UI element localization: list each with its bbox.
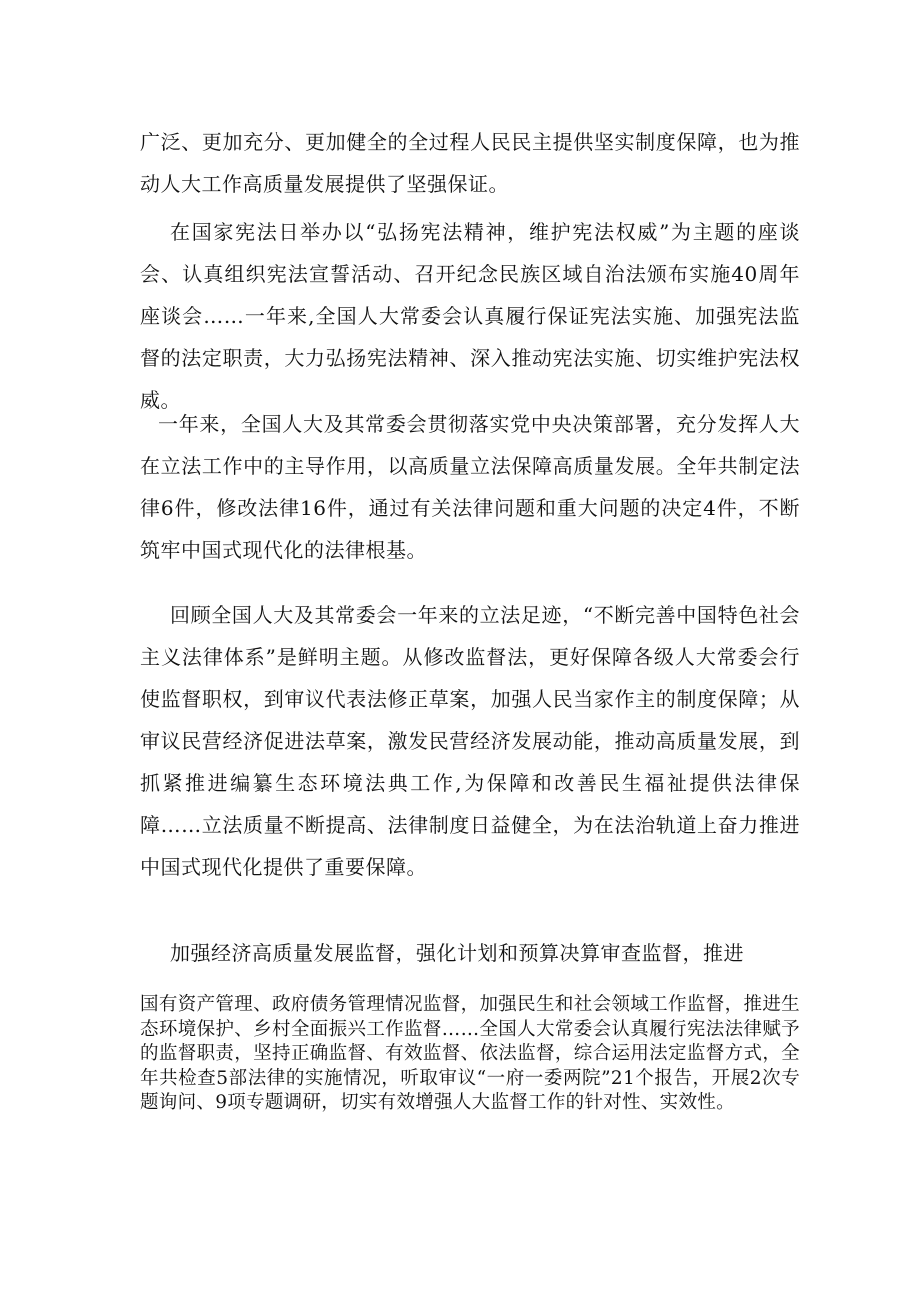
paragraph-economic-supervision-intro: 加强经济高质量发展监督，强化计划和预算决算审查监督，推进: [170, 941, 744, 965]
paragraph-npc-democracy-guarantee: 广泛、更加充分、更加健全的全过程人民民主提供坚实制度保障，也为推动人大工作高质量发展提供了坚强保证。: [140, 130, 800, 196]
paragraph-supervision-duties: 国有资产管理、政府债务管理情况监督，加强民生和社会领域工作监督，推进生态环境保护、乡村全面振兴工作监督……全国人大常委会认真履行宪法法律赋予的监督职责，坚持正确监督、有效监督、依法监督，综合运用法定监督方式，全年共检查5部法律的实施情况，听取审议“一府一委两院”21个报告，开展2次专题询问、9项专题调研，切实有效增强人大监督工作的针对性、实效性。: [140, 994, 800, 1113]
paragraph-legal-system: 回顾全国人大及其常委会一年来的立法足迹，“不断完善中国特色社会主义法律体系”是鲜明主题。从修改监督法，更好保障各级人大常委会行使监督职权，到审议代表法修正草案，加强人民当家作主的制度保障；从审议民营经济促进法草案，激发民营经济发展动能，推动高质量发展，到抓紧推进编纂生态环境法典工作,为保障和改善民生福祉提供法律保障……立法质量不断提高、法律制度日益健全，为在法治轨道上奋力推进中国式现代化提供了重要保障。: [140, 603, 800, 879]
paragraph-legislation-summary: 一年来，全国人大及其常委会贯彻落实党中央决策部署，充分发挥人大在立法工作中的主导作用，以高质量立法保障高质量发展。全年共制定法律6件，修改法律16件，通过有关法律问题和重大问题的决定4件，不断筑牢中国式现代化的法律根基。: [140, 412, 800, 562]
paragraph-constitution-day: 在国家宪法日举办以“弘扬宪法精神，维护宪法权威”为主题的座谈会、认真组织宪法宣誓活动、召开纪念民族区域自治法颁布实施40周年座谈会……一年来,全国人大常委会认真履行保证宪法实施、加强宪法监督的法定职责，大力弘扬宪法精神、深入推动宪法实施、切实维护宪法权威。: [140, 220, 800, 412]
